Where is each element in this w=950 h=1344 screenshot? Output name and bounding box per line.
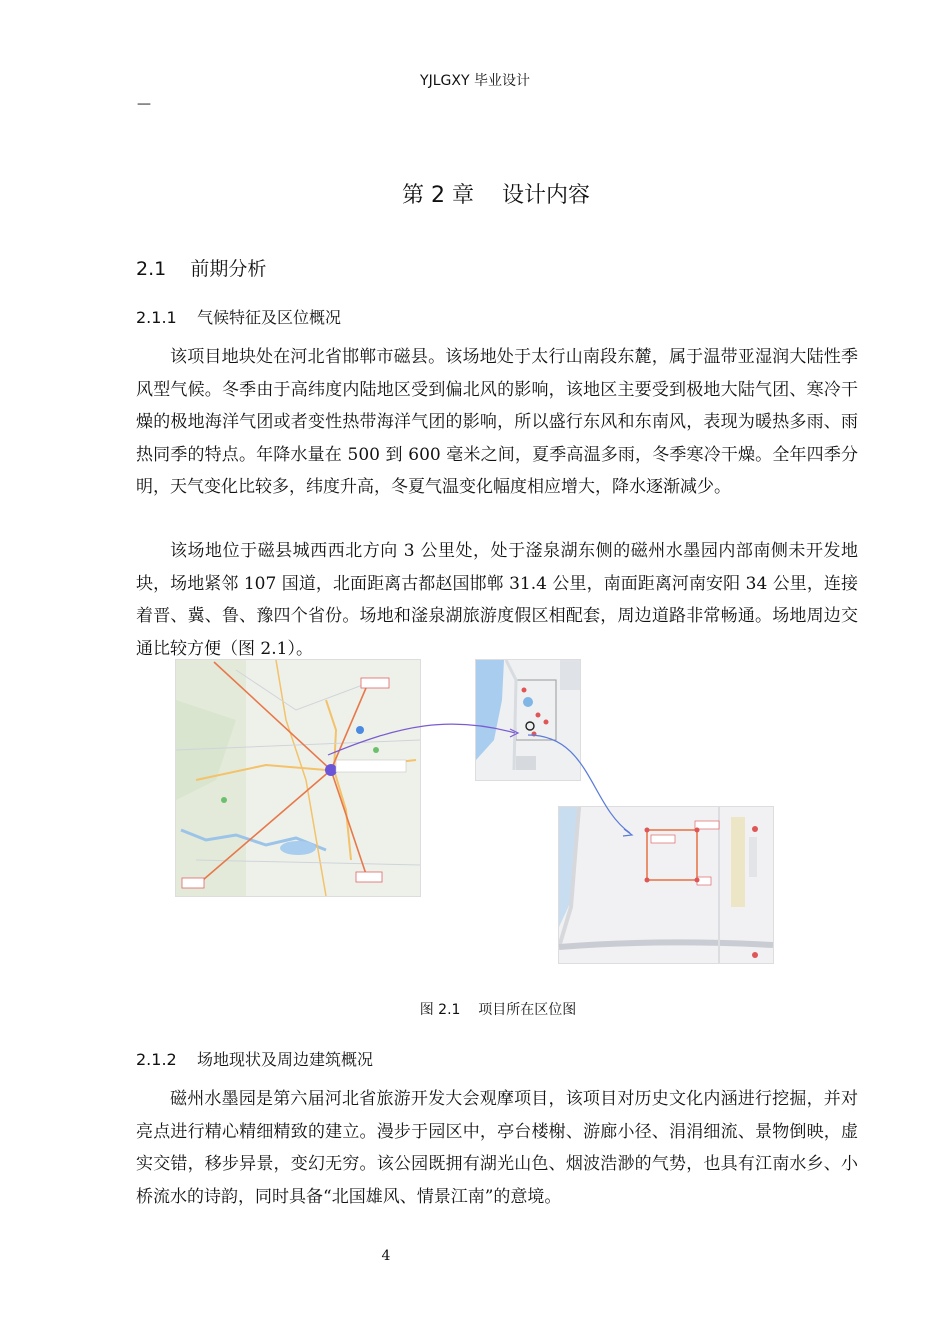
section-heading-2-1-2: 2.1.2 场地现状及周边建筑概况 (136, 1050, 374, 1069)
paragraph-site-status: 磁州水墨园是第六届河北省旅游开发大会观摩项目，该项目对历史文化内涵进行挖掘，并对亮点进行精心精细精致的建立。漫步于园区中，亭台楼榭、游廊小径、涓涓细流、景物倒映，虚实交错，移步异景，变幻无穷。该公园既拥有湖光山色、烟波浩渺的气势，也具有江南水乡、小桥流水的诗韵，同时具备“北国雄风、情景江南”的意境。 (136, 1089, 858, 1207)
chapter-title (0, 178, 950, 209)
header-rule: — (137, 96, 151, 112)
paragraph-location: 该场地位于磁县城西西北方向 3 公里处，处于滏泉湖东侧的磁州水墨园内部南侧未开发地块，场地紧邻 107 国道，北面距离古都赵国邯郸 31.4 公里，南面距离河南安阳 34 公里，连接着晋、冀、鲁、豫四个省份。场地和滏泉湖旅游度假区相配套，周边道路非常畅通。场地周边交通比较方便（图 2.1）。 (136, 541, 858, 659)
page-header: YJLGXY 毕业设计 (420, 73, 530, 89)
section-heading-2-1: 2.1 前期分析 (136, 258, 267, 280)
section-heading-2-1-1: 2.1.1 气候特征及区位概况 (136, 308, 342, 327)
location-figure (170, 655, 790, 975)
connector-arrows (170, 655, 790, 975)
paragraph-climate: 该项目地块处在河北省邯郸市磁县。该场地处于太行山南段东麓，属于温带亚湿润大陆性季风型气候。冬季由于高纬度内陆地区受到偏北风的影响，该地区主要受到极地大陆气团、寒冷干燥的极地海洋气团或者变性热带海洋气团的影响，所以盛行东风和东南风，表现为暖热多雨、雨热同季的特点。年降水量在 500 到 600 毫米之间，夏季高温多雨，冬季寒冷干燥。全年四季分明，天气变化比较多，纬度升高，冬夏气温变化幅度相应增大，降水逐渐减少。 (136, 347, 858, 497)
page-number: 4 (381, 1248, 391, 1264)
figure-caption: 图 2.1 项目所在区位图 (419, 1002, 577, 1018)
chapter-title-text: 第 2 章 设计内容 (402, 183, 590, 208)
